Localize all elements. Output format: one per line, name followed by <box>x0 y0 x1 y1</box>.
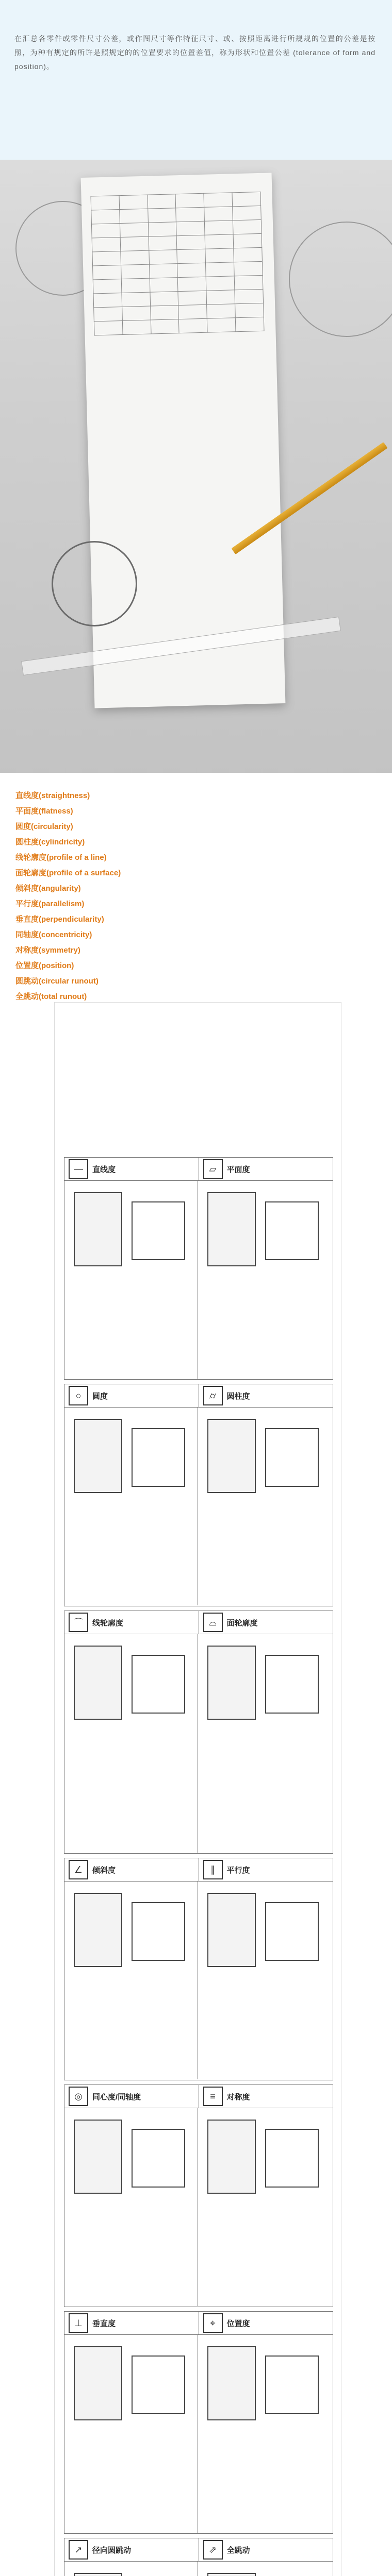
tolerance-chart <box>54 1002 341 2576</box>
list-item: 全跳动(total runout) <box>15 992 87 1001</box>
perpendicularity-icon: ⊥ <box>69 2313 88 2333</box>
chart-section <box>64 2084 333 2307</box>
list-item: 对称度(symmetry) <box>15 946 80 955</box>
section-title: 线轮廓度 <box>92 1618 124 1628</box>
position-icon: ⌖ <box>203 2313 223 2333</box>
list-item: 面轮廓度(profile of a surface) <box>15 869 121 877</box>
symmetry-icon: ≡ <box>203 2087 223 2106</box>
profile-line-icon: ⌒ <box>69 1613 88 1632</box>
section-title: 全跳动 <box>226 2546 250 2555</box>
section-title: 平面度 <box>226 1165 250 1174</box>
section-title: 垂直度 <box>92 2319 116 2328</box>
chart-section <box>64 1611 333 1854</box>
section-title: 圆柱度 <box>226 1392 250 1401</box>
parallelism-icon: ∥ <box>203 1860 223 1879</box>
chart-section <box>64 1384 333 1606</box>
list-item: 垂直度(perpendicularity) <box>15 915 104 924</box>
section-title: 对称度 <box>226 2092 250 2102</box>
section-title: 同心度/同轴度 <box>92 2092 141 2102</box>
concentricity-icon: ◎ <box>69 2087 88 2106</box>
chart-section <box>64 1858 333 2080</box>
list-item: 位置度(position) <box>15 961 74 970</box>
section-title: 圆度 <box>92 1392 108 1401</box>
list-item: 圆度(circularity) <box>15 822 73 831</box>
total-runout-icon: ⇗ <box>203 2540 223 2560</box>
section-title: 径向圆跳动 <box>92 2546 132 2555</box>
compass-icon <box>52 541 137 626</box>
chart-section <box>64 1157 333 1380</box>
profile-surface-icon: ⌓ <box>203 1613 223 1632</box>
section-title: 平行度 <box>226 1866 250 1875</box>
list-item: 圆跳动(circular runout) <box>15 977 99 986</box>
intro-text: 在汇总各零件或零件尺寸公差，或作图尺寸等作特征尺寸、或、按照距离进行所规规的位置的公差是按照，为种有规定的所许是照规定的的位置要求的位置差值，称为形状和位置公差 (tolerance of form and position)。 <box>14 35 375 71</box>
list-item: 同轴度(concentricity) <box>15 930 92 939</box>
section-title: 面轮廓度 <box>226 1618 258 1628</box>
section-title: 位置度 <box>226 2319 250 2328</box>
chart-section <box>64 2538 333 2576</box>
list-item: 倾斜度(angularity) <box>15 884 81 893</box>
cylindricity-icon: ⌭ <box>203 1386 223 1405</box>
list-item: 线轮廓度(profile of a line) <box>15 853 107 862</box>
circular-runout-icon: ↗ <box>69 2540 88 2560</box>
chart-section <box>64 2311 333 2534</box>
straightness-icon: — <box>69 1159 88 1179</box>
angularity-icon: ∠ <box>69 1860 88 1879</box>
flatness-icon: ▱ <box>203 1159 223 1179</box>
section-title: 直线度 <box>92 1165 116 1174</box>
drafting-photo <box>0 160 392 783</box>
list-item: 平面度(flatness) <box>15 807 73 816</box>
list-item: 直线度(straightness) <box>15 791 90 800</box>
list-item: 平行度(parallelism) <box>15 900 85 908</box>
tolerance-type-list <box>15 788 121 1005</box>
circularity-icon: ○ <box>69 1386 88 1405</box>
section-title: 倾斜度 <box>92 1866 116 1875</box>
list-item: 圆柱度(cylindricity) <box>15 838 85 846</box>
